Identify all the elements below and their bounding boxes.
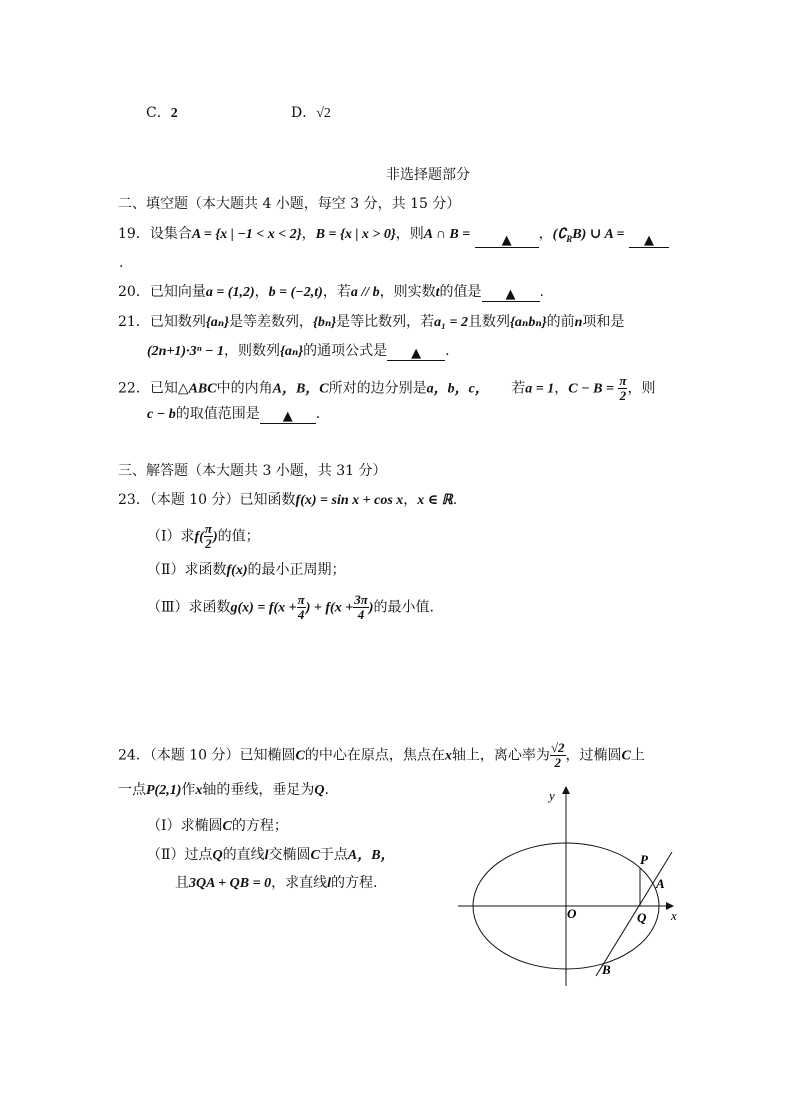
answer-section-title: 三、解答题（本大题共 3 小题，共 31 分） — [118, 463, 387, 479]
choice-c — [146, 104, 178, 123]
q19-set-b: B = {x | x > 0} — [315, 227, 396, 242]
label-y: y — [549, 788, 555, 803]
question-19: 19．设集合A = {x | −1 < x < 2}，B = {x | x > 0}，则A ∩ B = ▲ ，$(∁_RB)$ ∪ A = ▲ — [118, 225, 669, 248]
q21-blank: ▲ — [387, 344, 445, 361]
question-22-line2: c − b的取值范围是 ▲ . — [147, 406, 321, 424]
q24-part-2: （Ⅱ）过点Q的直线l交椭圆C于点A，B， — [147, 847, 395, 863]
q23-part-2: （Ⅱ）求函数f(x)的最小正周期； — [147, 562, 346, 578]
question-22: 22．已知△ABC中的内角A，B，C所对的边分别是a，b，c， 若a = 1，C − B = $\frac{\pi}{2}$ ，则 — [118, 373, 656, 403]
q20-vec-a: a = (1,2) — [205, 285, 255, 300]
question-21-line2: (2n+1)·3ⁿ − 1，则数列{aₙ}的通项公式是 ▲ . — [147, 343, 450, 361]
q19-number: 19． — [118, 226, 150, 242]
q22-fraction: $\frac{\pi}{2}$ — [619, 373, 627, 403]
line-l — [596, 852, 672, 976]
q23-part-3: （Ⅲ）求函数g(x) = f(x + $\frac{\pi}{4}$ ) + f(x + $\frac{3\pi}{4}$ )的最小值. — [147, 592, 434, 622]
question-20: 20．已知向量a = (1,2)，b = (−2,t)，若a // b，则实数t的值是 ▲ . — [118, 284, 544, 302]
q20-blank: ▲ — [482, 285, 540, 302]
q19-sep: ， — [301, 226, 316, 242]
q24-eccentricity: $\frac{√2}{2}$ — [550, 740, 565, 770]
ellipse-figure — [450, 780, 700, 1000]
q19-text-b: ，则 — [395, 226, 424, 242]
q19-set-a: A = {x | −1 < x < 2} — [191, 227, 302, 242]
choice-c-value: 2 — [170, 106, 178, 121]
q22-blank: ▲ — [260, 407, 316, 424]
question-23: 23．（本题 10 分）已知函数f(x) = sin x + cos x，x ∈ ℝ. — [118, 492, 458, 508]
fill-section-title: 二、填空题（本大题共 4 小题，每空 3 分，共 15 分） — [118, 196, 461, 212]
label-b: B — [602, 962, 611, 977]
q20-vec-b: b = (−2,t) — [268, 285, 323, 300]
choice-d-label: D． — [291, 105, 317, 121]
q24-vector-eq: 3QA + QB = 0 — [189, 876, 272, 891]
choice-d-value: √2 — [316, 106, 331, 121]
q19-expr-1: A ∩ B = — [423, 227, 471, 242]
q19-text: 设集合 — [149, 226, 192, 242]
label-p: P — [640, 852, 648, 867]
q19-blank-1: ▲ — [475, 231, 539, 248]
q19-trailing: . — [119, 255, 124, 271]
question-21: 21．已知数列{aₙ}是等差数列，{bₙ}是等比数列，若a₁ = 2且数列{aₙbₙ}的前n项和是 — [118, 314, 625, 330]
q24-part-1: （Ⅰ）求椭圆C的方程； — [147, 818, 288, 834]
choice-d — [291, 104, 331, 123]
label-a: A — [656, 876, 665, 891]
label-o: O — [567, 906, 577, 921]
q19-blank-2: ▲ — [629, 231, 669, 248]
choice-c-label: C． — [146, 105, 171, 121]
label-x: x — [671, 908, 677, 923]
q19-expr-2: (∁ — [552, 227, 567, 242]
question-24-line2: 一点P(2,1)作x轴的垂线，垂足为Q. — [118, 782, 329, 798]
label-q: Q — [637, 910, 647, 925]
question-24: 24．（本题 10 分）已知椭圆C的中心在原点，焦点在x轴上，离心率为 $\frac{√2}{2}$ ，过椭圆C上 — [118, 740, 645, 770]
q24-part-2-line2: 且3QA + QB = 0，求直线l的方程. — [175, 875, 378, 891]
q23-part-1: （Ⅰ）求f( $\frac{\pi}{2}$ )的值； — [147, 521, 260, 551]
section-header: 非选择题部分 — [386, 167, 470, 183]
